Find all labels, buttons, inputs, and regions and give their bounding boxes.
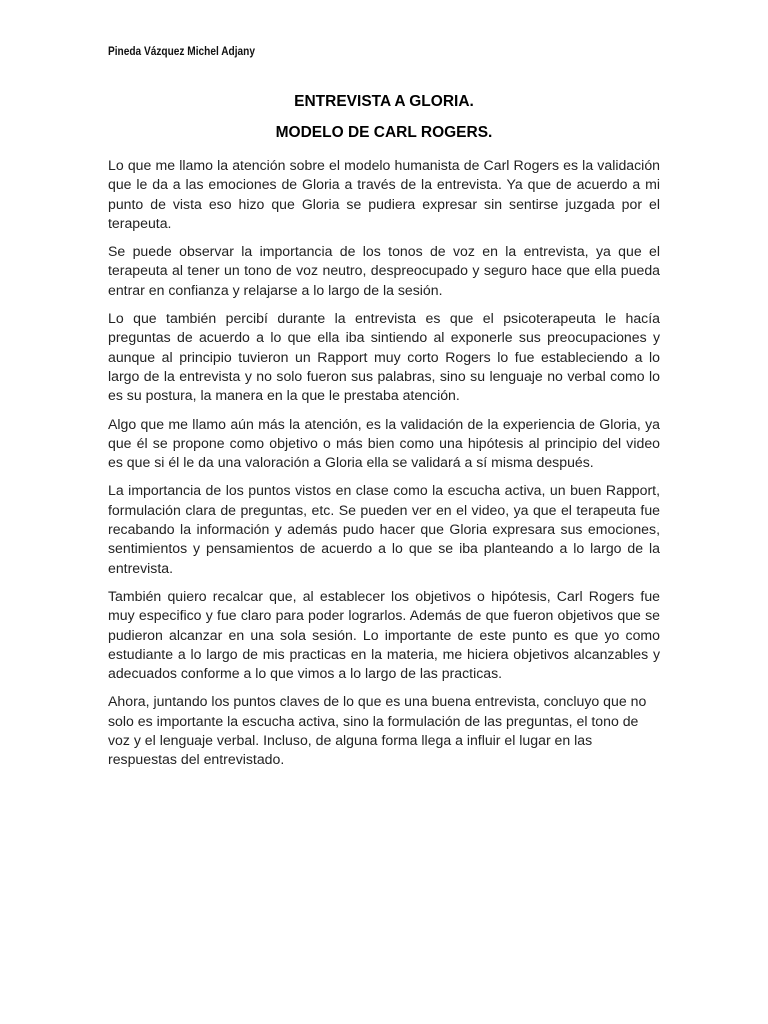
paragraph-3: Lo que también percibí durante la entrevista es que el psicoterapeuta le hacía preguntas de acuerdo a lo que ella iba sintiendo al exponerle sus preocupaciones y aunque al principio tuvieron un Rapport muy corto Rogers lo fue estableciendo a lo largo de la entrevista y no solo fueron sus palabras, sino su lenguaje no verbal como lo es su postura, la manera en la que le prestaba atención. <box>108 310 660 404</box>
document-body <box>108 156 660 779</box>
paragraph-2: Se puede observar la importancia de los tonos de voz en la entrevista, ya que el terapeuta al tener un tono de voz neutro, despreocupado y seguro hace que ella pueda entrar en confianza y relajarse a lo largo de la sesión. <box>108 243 660 298</box>
paragraph-1: Lo que me llamo la atención sobre el modelo humanista de Carl Rogers es la validación que le da a las emociones de Gloria a través de la entrevista. Ya que de acuerdo a mi punto de vista eso hizo que Gloria se pudiera expresar sin sentirse juzgada por el terapeuta. <box>108 157 660 231</box>
paragraph-5: La importancia de los puntos vistos en clase como la escucha activa, un buen Rapport, formulación clara de preguntas, etc. Se pueden ver en el video, ya que el terapeuta fue recabando la información y además pudo hacer que Gloria expresara sus emociones, sentimientos y pensamientos de acuerdo a lo que se iba planteando a lo largo de la entrevista. <box>108 482 660 576</box>
paragraph-6: También quiero recalcar que, al establecer los objetivos o hipótesis, Carl Rogers fue muy especifico y fue claro para poder lograrlos. Además de que fueron objetivos que se pudieron alcanzar en una sola sesión. Lo importante de este punto es que yo como estudiante a lo largo de mis practicas en la materia, me hiciera objetivos alcanzables y adecuados conforme a lo que vimos a lo largo de las practicas. <box>108 587 660 682</box>
paragraph-7: Ahora, juntando los puntos claves de lo que es una buena entrevista, concluyo que no solo es importante la escucha activa, sino la formulación de las preguntas, el tono de voz y el lenguaje verbal. Incluso, de alguna forma llega a influir el lugar en las respuestas del entrevistado. <box>108 693 647 768</box>
author-name: Pineda Vázquez Michel Adjany <box>108 46 255 58</box>
document-title: ENTREVISTA A GLORIA. <box>294 93 474 110</box>
document-subtitle: MODELO DE CARL ROGERS. <box>275 124 493 141</box>
paragraph-4: Algo que me llamo aún más la atención, es la validación de la experiencia de Gloria, ya que él se propone como objetivo o más bien como una hipótesis al principio del video es que si él le da una valoración a Gloria ella se validará a sí misma después. <box>108 415 660 471</box>
